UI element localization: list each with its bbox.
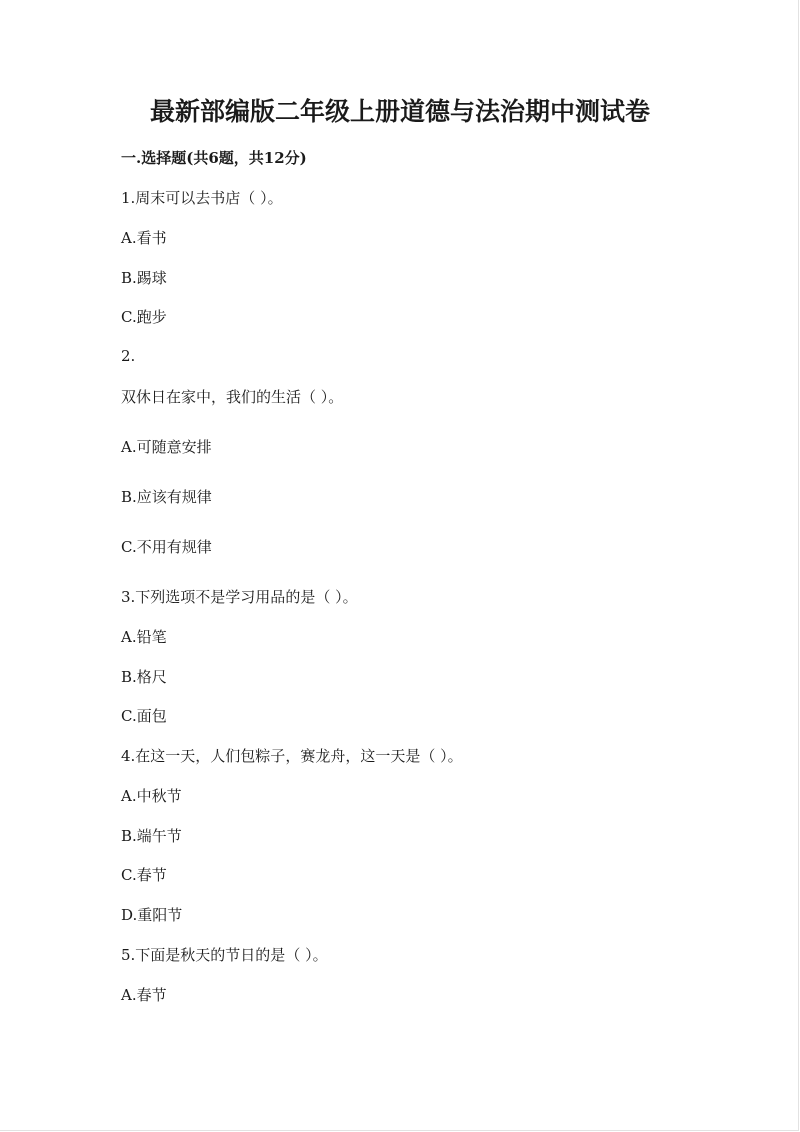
question-2-option-a: A.可随意安排 bbox=[121, 438, 212, 456]
question-4-option-b: B.端午节 bbox=[121, 827, 182, 845]
question-5-stem: 5.下面是秋天的节日的是（ ）。 bbox=[121, 946, 328, 964]
question-3-option-a: A.铅笔 bbox=[121, 628, 167, 646]
question-2-number: 2. bbox=[121, 347, 136, 365]
question-4-option-d: D.重阳节 bbox=[121, 906, 183, 924]
question-1-option-c: C.跑步 bbox=[121, 308, 167, 326]
question-1-stem: 1.周末可以去书店（ ）。 bbox=[121, 189, 283, 207]
page-title: 最新部编版二年级上册道德与法治期中测试卷 bbox=[149, 97, 650, 126]
question-1-option-a: A.看书 bbox=[121, 229, 167, 247]
question-3-stem: 3.下列选项不是学习用品的是（ ）。 bbox=[121, 588, 358, 606]
question-2-stem: 双休日在家中，我们的生活（ ）。 bbox=[121, 388, 344, 406]
section-heading: 一.选择题(共6题，共12分) bbox=[121, 149, 307, 167]
question-3-option-b: B.格尺 bbox=[121, 668, 167, 686]
question-4-option-a: A.中秋节 bbox=[121, 787, 182, 805]
question-2-option-c: C.不用有规律 bbox=[121, 538, 212, 556]
question-2-option-b: B.应该有规律 bbox=[121, 488, 212, 506]
question-4-option-c: C.春节 bbox=[121, 866, 167, 884]
question-1-option-b: B.踢球 bbox=[121, 269, 167, 287]
question-4-stem: 4.在这一天，人们包粽子，赛龙舟，这一天是（ ）。 bbox=[121, 747, 463, 765]
question-5-option-a: A.春节 bbox=[121, 986, 167, 1004]
question-3-option-c: C.面包 bbox=[121, 707, 167, 725]
